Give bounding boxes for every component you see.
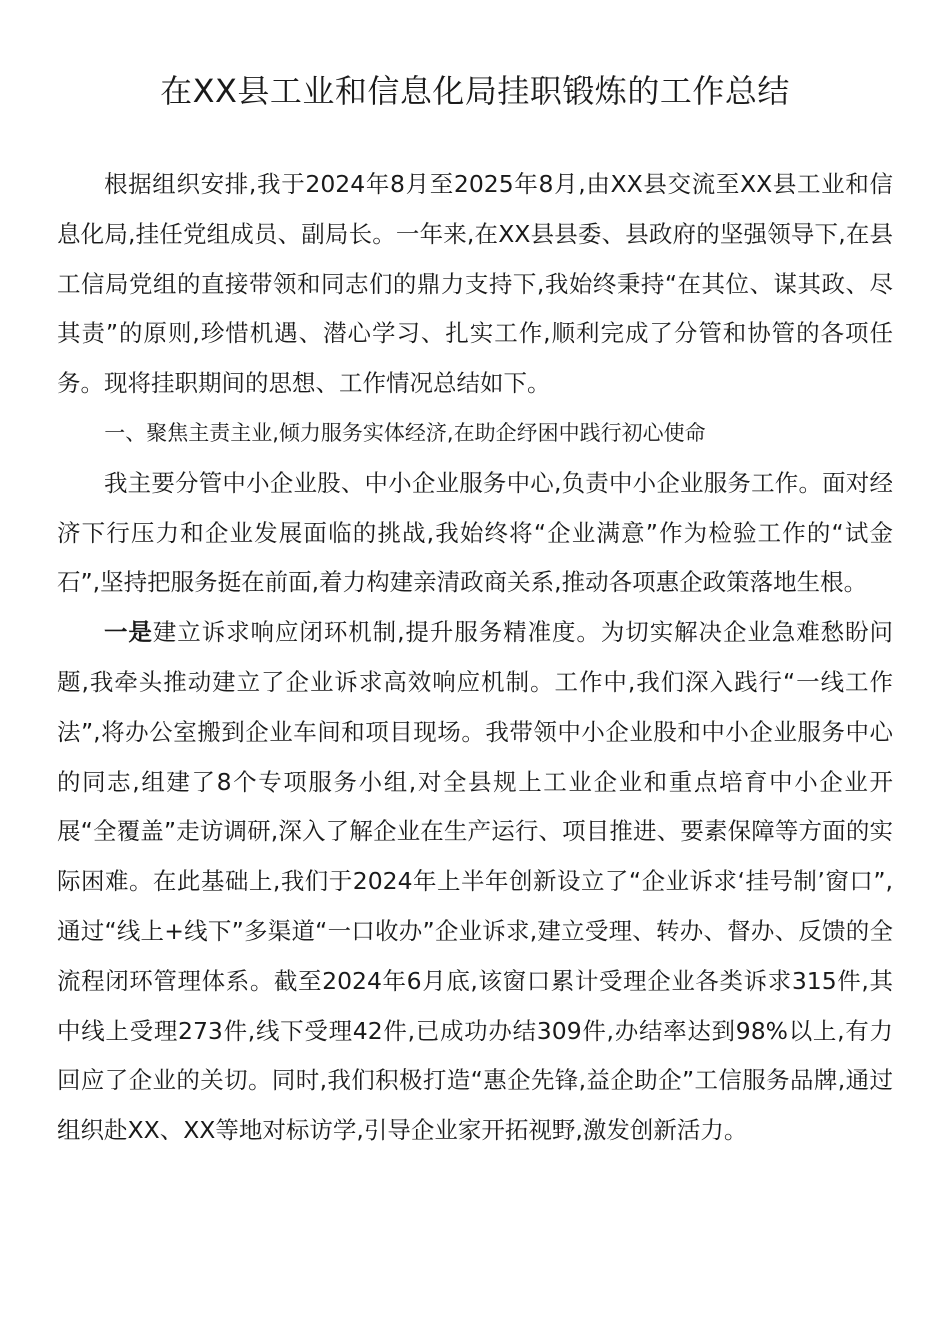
document-body	[57, 160, 893, 1156]
point-one-body: 建立诉求响应闭环机制,提升服务精准度。为切实解决企业急难愁盼问题,我牵头推动建立了企业诉求高效响应机制。工作中,我们深入践行“一线工作法”,将办公室搬到企业车间和项目现场。我带领中小企业股和中小企业服务中心的同志,组建了8个专项服务小组,对全县规上工业企业和重点培育中小企业开展“全覆盖”走访调研,深入了解企业在生产运行、项目推进、要素保障等方面的实际困难。在此基础上,我们于2024年上半年创新设立了“企业诉求‘挂号制’窗口”,通过“线上+线下”多渠道“一口收办”企业诉求,建立受理、转办、督办、反馈的全流程闭环管理体系。截至2024年6月底,该窗口累计受理企业各类诉求315件,其中线上受理273件,线下受理42件,已成功办结309件,办结率达到98%以上,有力回应了企业的关切。同时,我们积极打造“惠企先锋,益企助企”工信服务品牌,通过组织赴XX、XX等地对标访学,引导企业家开拓视野,激发创新活力。	[57, 618, 893, 1145]
section-one-paragraph: 我主要分管中小企业股、中小企业服务中心,负责中小企业服务工作。面对经济下行压力和企业发展面临的挑战,我始终将“企业满意”作为检验工作的“试金石”,坚持把服务挺在前面,着力构建亲清政商关系,推动各项惠企政策落地生根。	[57, 468, 893, 597]
section-one-heading: 一、聚焦主责主业,倾力服务实体经济,在助企纾困中践行初心使命	[104, 420, 706, 445]
point-one-paragraph	[57, 608, 893, 1156]
document-title: 在XX县工业和信息化局挂职锻炼的工作总结	[160, 72, 790, 110]
intro-paragraph: 根据组织安排,我于2024年8月至2025年8月,由XX县交流至XX县工业和信息化局,挂任党组成员、副局长。一年来,在XX县县委、县政府的坚强领导下,在县工信局党组的直接带领和同志们的鼎力支持下,我始终秉持“在其位、谋其政、尽其责”的原则,珍惜机遇、潜心学习、扎实工作,顺利完成了分管和协管的各项任务。现将挂职期间的思想、工作情况总结如下。	[57, 170, 893, 398]
point-one-lead: 一是	[104, 618, 153, 647]
